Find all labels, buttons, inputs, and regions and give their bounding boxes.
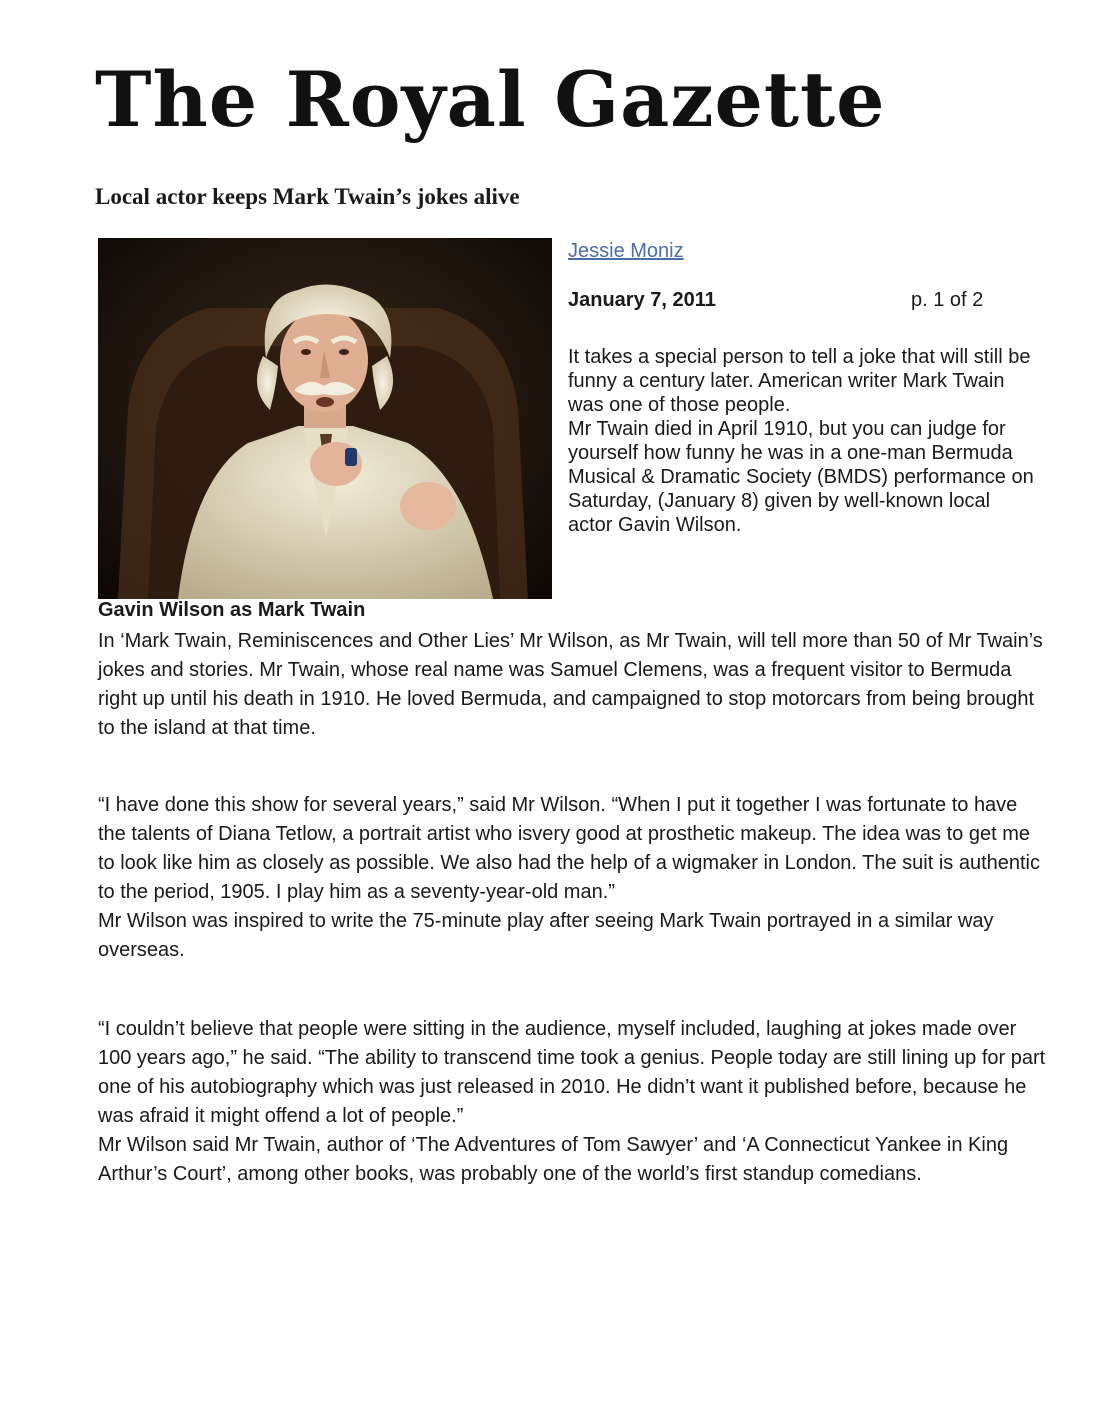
intro-paragraph: It takes a special person to tell a joke that will still be funny a century later. American writer Mark Twain was one of those people. xyxy=(568,346,1031,416)
body-section-1 xyxy=(98,627,1048,743)
article-headline: Local actor keeps Mark Twain’s jokes alive xyxy=(95,184,520,209)
masthead-logo: The Royal Gazette xyxy=(95,55,886,144)
body-section-2 xyxy=(98,791,1048,965)
body-paragraph: Mr Wilson said Mr Twain, author of ‘The Adventures of Tom Sawyer’ and ‘A Connecticut Yankee in King Arthur’s Court’, among other books, was probably one of the world’s first standup comedians. xyxy=(98,1134,1009,1185)
intro-text xyxy=(568,345,1038,537)
body-paragraph: In ‘Mark Twain, Reminiscences and Other Lies’ Mr Wilson, as Mr Twain, will tell more than 50 of Mr Twain’s jokes and stories. Mr Twain, whose real name was Samuel Clemens, was a frequent visitor to Bermuda right up until his death in 1910. He loved Bermuda, and campaigned to stop motorcars from being brought to the island at that time. xyxy=(98,630,1043,739)
author-link[interactable]: Jessie Moniz xyxy=(568,240,684,262)
page-number: p. 1 of 2 xyxy=(911,289,984,311)
intro-paragraph: Mr Twain died in April 1910, but you can judge for yourself how funny he was in a one-man Bermuda Musical & Dramatic Society (BMDS) performance on Saturday, (January 8) given by well-known local actor Gavin Wilson. xyxy=(568,418,1034,536)
publication-date: January 7, 2011 xyxy=(568,289,716,311)
body-paragraph: “I couldn’t believe that people were sitting in the audience, myself included, laughing at jokes made over 100 years ago,” he said. “The ability to transcend time took a genius. People today are still lining up for part one of his autobiography which was just released in 2010. He didn’t want it published before, because he was afraid it might offend a lot of people.” xyxy=(98,1018,1046,1127)
photo-caption: Gavin Wilson as Mark Twain xyxy=(98,599,366,621)
body-paragraph: Mr Wilson was inspired to write the 75-minute play after seeing Mark Twain portrayed in a similar way overseas. xyxy=(98,910,994,961)
article-photo xyxy=(98,238,552,599)
body-paragraph: “I have done this show for several years,” said Mr Wilson. “When I put it together I was fortunate to have the talents of Diana Tetlow, a portrait artist who isvery good at prosthetic makeup. The idea was to get me to look like him as closely as possible. We also had the help of a wigmaker in London. The suit is authentic to the period, 1905. I play him as a seventy-year-old man.” xyxy=(98,794,1041,903)
body-section-3 xyxy=(98,1015,1048,1189)
